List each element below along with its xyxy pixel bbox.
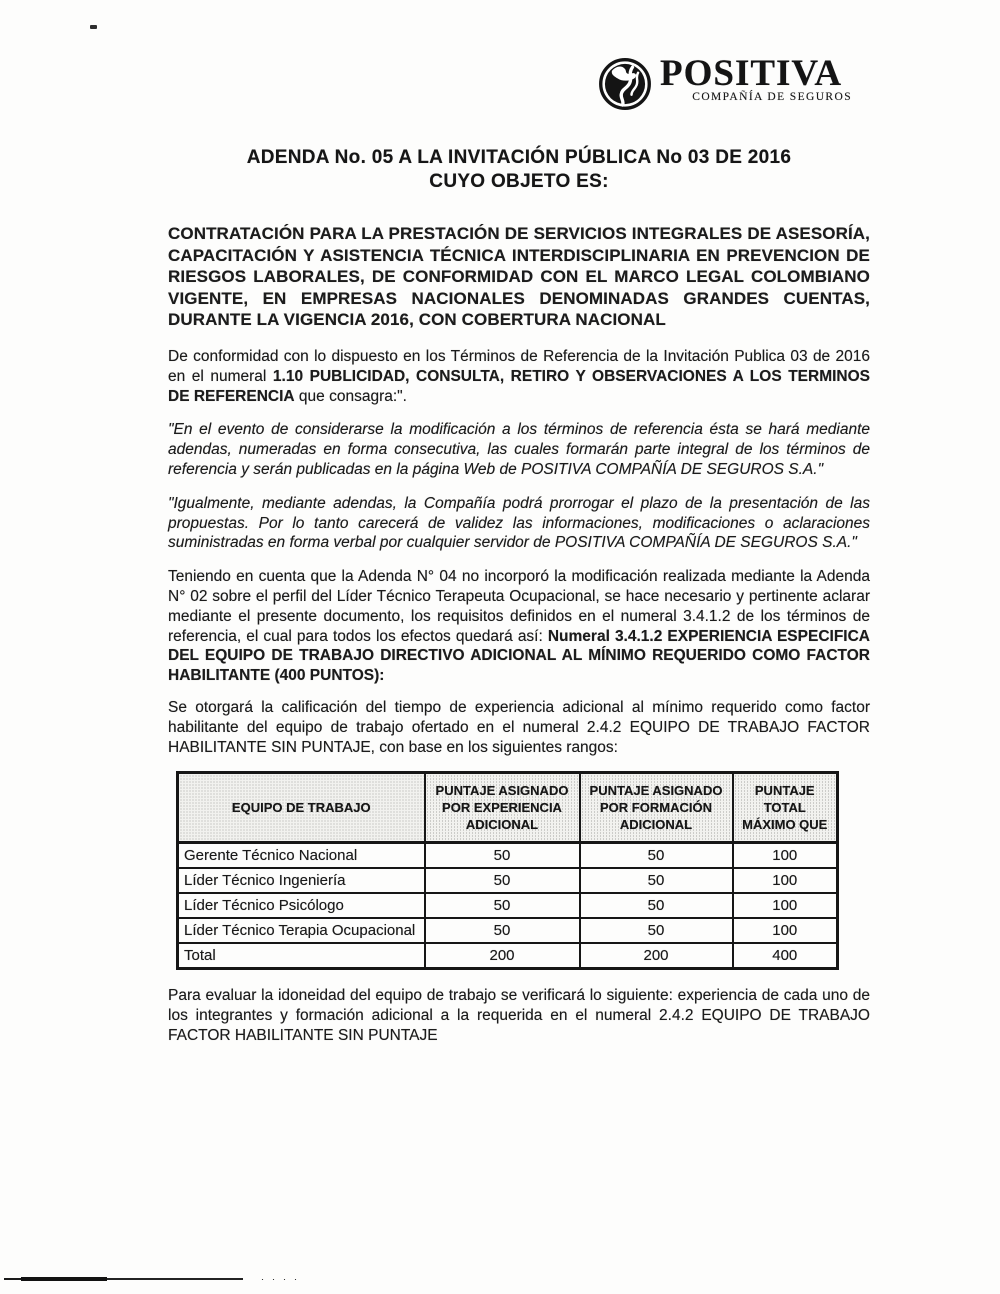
clarification-paragraph <box>168 567 870 686</box>
scoring-table-body <box>178 843 838 969</box>
table-cell: 50 <box>580 868 733 893</box>
table-header-cell: PUNTAJE ASIGNADO POR FORMACIÓN ADICIONAL <box>580 773 733 843</box>
scan-dots <box>257 1278 302 1280</box>
scoring-table <box>176 771 839 970</box>
text-run: que consagra:". <box>294 387 407 405</box>
table-header-cell: EQUIPO DE TRABAJO <box>178 773 425 843</box>
table-cell: 50 <box>425 918 580 943</box>
document-title <box>168 146 870 194</box>
text-run: Para evaluar la idoneidad del equipo de trabajo se verificará lo siguiente: experiencia de cada uno de los integrantes y formación adicional a la requerida en el numeral 2.4.2 EQUIPO DE TRABAJO FACTOR HABILITANTE SIN PUNTAJE <box>168 987 870 1044</box>
table-cell: Gerente Técnico Nacional <box>178 843 425 869</box>
table-cell: 100 <box>733 893 838 918</box>
table-header-cell: PUNTAJE ASIGNADO POR EXPERIENCIA ADICIONAL <box>425 773 580 843</box>
text-run: Numeral 3.4.1.2 EXPERIENCIA ESPECIFICA DEL EQUIPO DE TRABAJO DIRECTIVO ADICIONAL AL MÍNIMO REQUERIDO COMO FACTOR HABILITANTE (400 PUNTOS): <box>168 627 870 685</box>
table-cell: Total <box>178 943 425 969</box>
scan-line-lead <box>4 1278 22 1280</box>
table-cell: 50 <box>425 868 580 893</box>
quote-paragraph-2 <box>168 494 870 553</box>
title-line-2: CUYO OBJETO ES: <box>429 171 609 192</box>
text-run: Se otorgará la calificación del tiempo de experiencia adicional al mínimo requerido como factor habilitante del equipo de trabajo ofertado en el numeral 2.4.2 EQUIPO DE TRABAJO FACTOR HABILITANTE SIN PUNTAJE, con base en los siguientes rangos: <box>168 698 870 756</box>
table-cell: 50 <box>580 893 733 918</box>
text-run: Teniendo en cuenta que la Adenda N° 04 no incorporó la modificación realizada mediante la Adenda N° 02 sobre el perfil del Líder Técnico Terapeuta Ocupacional, se hace necesario y pertinente aclarar mediante el presente documento, los requisitos definidos en el numeral 3.4.1.2 de los términos de referencia, el cual para todos los efectos quedará así: <box>168 568 870 645</box>
table-row <box>178 893 838 918</box>
scoring-intro-paragraph <box>168 698 870 757</box>
table-cell: Líder Técnico Ingeniería <box>178 868 425 893</box>
text-run: De conformidad con lo dispuesto en los Términos de Referencia de la Invitación Publica 03 de 2016 en el numeral <box>168 347 870 385</box>
table-cell: 100 <box>733 843 838 869</box>
table-cell: Líder Técnico Terapia Ocupacional <box>178 918 425 943</box>
table-row <box>178 943 838 969</box>
table-cell: 100 <box>733 918 838 943</box>
table-cell: 50 <box>425 843 580 869</box>
reference-paragraph <box>168 347 870 406</box>
object-paragraph <box>168 223 870 331</box>
table-cell: Líder Técnico Psicólogo <box>178 893 425 918</box>
text-run: "En el evento de considerarse la modificación a los términos de referencia ésta se hará mediante adendas, numeradas en forma consecutiva, las cuales formarán parte integral de los términos de referencia y serán publicadas en la página Web de POSITIVA COMPAÑÍA DE SEGUROS S.A." <box>168 421 870 478</box>
brand-logo <box>597 55 852 112</box>
evaluation-paragraph <box>168 986 870 1045</box>
table-row <box>178 918 838 943</box>
scoring-table-header-row <box>178 773 838 843</box>
brand-name: POSITIVA <box>660 53 843 94</box>
table-cell: 200 <box>580 943 733 969</box>
brand-text <box>660 55 852 103</box>
table-header-cell: PUNTAJE TOTAL MÁXIMO QUE <box>733 773 838 843</box>
text-run: 1.10 PUBLICIDAD, CONSULTA, RETIRO Y OBSERVACIONES A LOS TERMINOS DE REFERENCIA <box>168 367 871 405</box>
scan-line-thick <box>21 1277 107 1281</box>
brand-tagline: COMPAÑÍA DE SEGUROS <box>692 91 852 103</box>
table-cell: 200 <box>425 943 580 969</box>
positiva-globe-icon <box>597 56 653 112</box>
table-cell: 50 <box>425 893 580 918</box>
table-row <box>178 868 838 893</box>
document-body <box>168 146 870 1060</box>
scan-artifact-dot <box>90 25 97 29</box>
table-cell: 400 <box>733 943 838 969</box>
title-line-1: ADENDA No. 05 A LA INVITACIÓN PÚBLICA No 03 DE 2016 <box>246 147 792 168</box>
table-cell: 100 <box>733 868 838 893</box>
text-run: "Igualmente, mediante adendas, la Compañía podrá prorrogar el plazo de la presentación de las propuestas. Por lo tanto carecerá de validez las informaciones, modificaciones o aclaraciones suministradas en forma verbal por cualquier servidor de POSITIVA COMPAÑÍA DE SEGUROS S.A." <box>168 494 870 552</box>
table-cell: 50 <box>580 918 733 943</box>
quote-paragraph-1 <box>168 420 870 479</box>
scan-line-thin <box>107 1278 243 1280</box>
table-cell: 50 <box>580 843 733 869</box>
text-run: CONTRATACIÓN PARA LA PRESTACIÓN DE SERVICIOS INTEGRALES DE ASESORÍA, CAPACITACIÓN Y ASISTENCIA TÉCNICA INTERDISCIPLINARIA EN PREVENCION DE RIESGOS LABORALES, DE CONFORMIDAD CON EL MARCO LEGAL COLOMBIANO VIGENTE, EN EMPRESAS NACIONALES DENOMINADAS GRANDES CUENTAS, DURANTE LA VIGENCIA 2016, CON COBERTURA NACIONAL <box>168 224 870 330</box>
table-row <box>178 843 838 869</box>
